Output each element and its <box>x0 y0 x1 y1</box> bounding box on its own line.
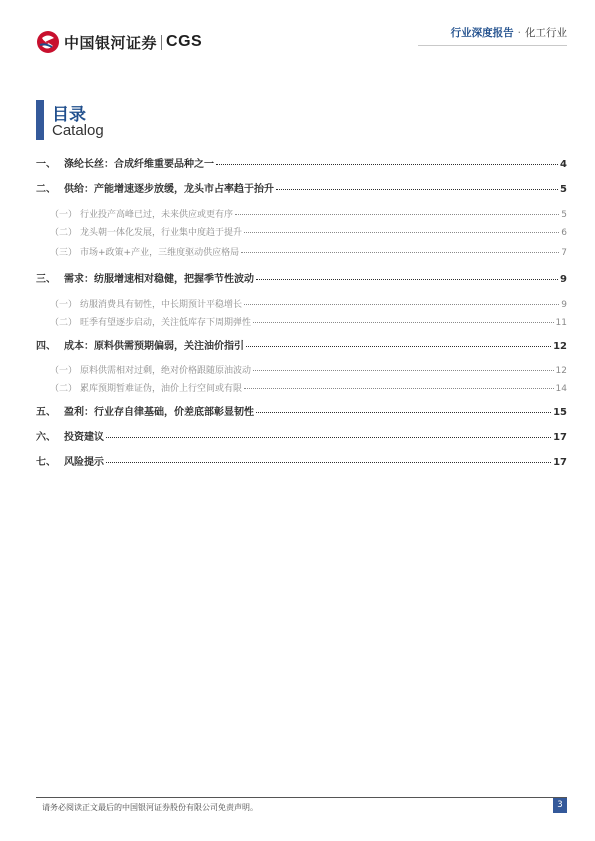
toc-entry-title: 原料供需相对过剩，绝对价格跟随原油波动 <box>80 366 252 376</box>
toc-entry-title: 需求：纺服增速相对稳健，把握季节性波动 <box>64 274 254 285</box>
header-divider <box>418 45 567 46</box>
toc-leader-dots <box>244 388 554 389</box>
report-type: 行业深度报告 <box>450 27 514 39</box>
toc-subsection-entry[interactable] <box>36 207 567 220</box>
toc-entry-page: 9 <box>560 274 567 285</box>
toc-leader-dots <box>253 370 554 371</box>
toc-section-entry[interactable] <box>36 453 567 468</box>
toc-section-entry[interactable] <box>36 270 567 285</box>
toc-entry-title: 供给：产能增速逐步放缓，龙头市占率趋于抬升 <box>64 184 274 195</box>
toc-leader-dots <box>241 252 559 253</box>
toc-entry-number: （一） <box>50 300 78 310</box>
toc-entry-title: 投资建议 <box>64 432 104 443</box>
toc-entry-page: 14 <box>555 384 567 394</box>
toc-entry-page: 5 <box>560 184 567 195</box>
toc-subsection-entry[interactable] <box>36 297 567 310</box>
footer-divider <box>36 797 567 798</box>
report-category <box>451 25 567 40</box>
toc-entry-page: 17 <box>553 457 567 468</box>
toc-leader-dots <box>106 462 551 463</box>
toc-subsection-entry[interactable] <box>36 363 567 376</box>
toc-entry-page: 11 <box>555 318 567 328</box>
toc-leader-dots <box>246 346 551 347</box>
toc-leader-dots <box>216 164 558 165</box>
page-header <box>0 0 595 60</box>
toc-entry-page: 17 <box>553 432 567 443</box>
title-accent-bar <box>36 100 44 140</box>
toc-leader-dots <box>235 214 559 215</box>
toc-section-entry[interactable] <box>36 155 567 170</box>
toc-entry-page: 9 <box>561 300 567 310</box>
toc-entry-title: 行业投产高峰已过，未来供应或更有序 <box>80 210 234 220</box>
toc-subsection-entry[interactable] <box>36 381 567 394</box>
toc-entry-title: 盈利：行业存自律基础，价差底部彰显韧性 <box>64 407 254 418</box>
toc-entry-title: 风险提示 <box>64 457 104 468</box>
toc-leader-dots <box>276 189 558 190</box>
toc-section-entry[interactable] <box>36 337 567 352</box>
toc-entry-number: 三、 <box>36 274 56 285</box>
toc-entry-number: 七、 <box>36 457 56 468</box>
logo-english-text: CGS <box>166 33 203 50</box>
toc-entry-number: 四、 <box>36 341 56 352</box>
toc-entry-title: 涤纶长丝：合成纤维重要品种之一 <box>64 159 214 170</box>
toc-subsection-entry[interactable] <box>36 315 567 328</box>
toc-entry-number: 一、 <box>36 159 56 170</box>
toc-subsection-entry[interactable] <box>36 225 567 238</box>
toc-entry-title: 旺季有望逐步启动，关注低库存下周期弹性 <box>80 318 252 328</box>
toc-entry-title: 市场+政策+产业，三维度驱动供应格局 <box>80 248 240 258</box>
toc-entry-page: 5 <box>561 210 567 220</box>
toc-entry-number: （三） <box>50 248 78 258</box>
toc-entry-page: 7 <box>561 248 567 258</box>
toc-entry-page: 12 <box>555 366 567 376</box>
industry-label: 化工行业 <box>525 27 567 39</box>
logo-divider <box>161 35 162 50</box>
toc-entry-title: 龙头朝一体化发展，行业集中度趋于提升 <box>80 228 243 238</box>
toc-leader-dots <box>244 232 559 233</box>
toc-entry-page: 15 <box>553 407 567 418</box>
toc-subsection-entry[interactable] <box>36 245 567 258</box>
toc-entry-number: （二） <box>50 318 78 328</box>
toc-leader-dots <box>256 279 558 280</box>
toc-leader-dots <box>256 412 551 413</box>
toc-section-entry[interactable] <box>36 428 567 443</box>
company-logo <box>36 30 202 54</box>
toc-leader-dots <box>106 437 551 438</box>
toc-leader-dots <box>244 304 559 305</box>
toc-entry-page: 6 <box>561 228 567 238</box>
toc-entry-page: 12 <box>553 341 567 352</box>
toc-section-entry[interactable] <box>36 403 567 418</box>
toc-entry-title: 纺服消费具有韧性，中长期预计平稳增长 <box>80 300 243 310</box>
footer-disclaimer: 请务必阅读正文最后的中国银河证券股份有限公司免责声明。 <box>42 803 258 812</box>
toc-title-chinese: 目录 <box>52 105 86 125</box>
toc-leader-dots <box>253 322 554 323</box>
toc-entry-number: 五、 <box>36 407 56 418</box>
logo-chinese-text: 中国银河证券 <box>64 33 158 52</box>
toc-entry-title: 累库预期暂难证伪，油价上行空间或有限 <box>80 384 243 394</box>
toc-entry-title: 成本：原料供需预期偏弱，关注油价指引 <box>64 341 244 352</box>
header-separator: · <box>517 27 521 39</box>
toc-entry-number: 六、 <box>36 432 56 443</box>
page-number: 3 <box>553 798 567 813</box>
toc-entry-number: （二） <box>50 384 78 394</box>
toc-entry-number: （一） <box>50 366 78 376</box>
cgs-logo-icon <box>36 30 60 54</box>
toc-entry-number: （一） <box>50 210 78 220</box>
toc-title-english: Catalog <box>52 122 104 139</box>
toc-section-entry[interactable] <box>36 180 567 195</box>
toc-entry-page: 4 <box>560 159 567 170</box>
toc-entry-number: 二、 <box>36 184 56 195</box>
toc-entry-number: （二） <box>50 228 78 238</box>
